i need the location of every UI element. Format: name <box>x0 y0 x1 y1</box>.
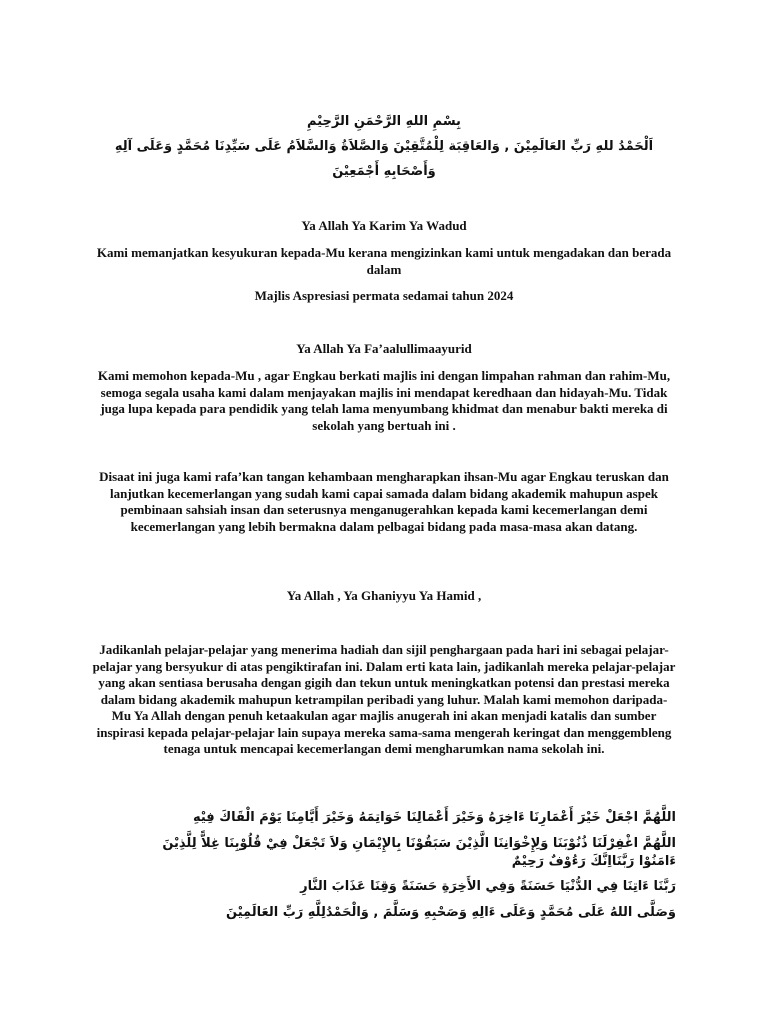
gratitude-paragraph: Kami memanjatkan kesyukuran kepada-Mu kerana mengizinkan kami untuk mengadakan dan berada dalam <box>96 245 672 277</box>
dua-forgiveness: اللَّهُمَّ اغْفِرْلَنَا ذُنُوْبَنَا وَلِإِخْوَانِنَا الَّذِيْنَ سَبَقُوْنَا بِالإِيْمَانِ وَلاَ تَجْعَلْ فِيْ قُلُوْبِنَا غِلاًّ لِلَّذِيْنَ <box>162 836 676 851</box>
basmalah: بِسْمِ اللهِ الرَّحْمَنِ الرَّحِيْمِ <box>307 114 461 129</box>
dua-best-life: اللَّهُمَّ اجْعَلْ خَيْرَ أَعْمَارِنَا ءَاخِرَهُ وَخَيْرَ أَعْمَالِنَا خَوَاتِمَهُ وَخَيْرَ أَيَّامِنَا يَوْمَ الْقَاكَ فِيْهِ <box>192 810 676 825</box>
invocation-ghaniyyu-hamid: Ya Allah , Ya Ghaniyyu Ya Hamid , <box>286 588 482 603</box>
blessing-paragraph: Kami memohon kepada-Mu , agar Engkau berkati majlis ini dengan limpahan rahman dan rahim-Mu, semoga segala usaha kami dalam menjayakan majlis ini mendapat keredhaan dan hidayah-Mu. Tidak juga lupa kepada para pendidik yang telah lama menyumbang khidmat dan menabur bakti mereka di sekolah yang bertuah ini . <box>97 368 671 433</box>
hamdalah: اَلْحَمْدُ للهِ رَبِّ العَالَمِيْنَ , وَالعَاقِبَة لِلْمُتَّقِيْنَ وَالصَّلاَةُ وَالسَّلاَمُ عَلَى سَيِّدِنَا مُحَمَّدٍ وَعَلَى آلِهِ <box>114 139 654 154</box>
hamdalah-continued: وَأَصْحَابِهِ أَجْمَعِيْنَ <box>332 164 436 179</box>
dua-rabbana-atina: رَبَّنَا ءَاتِنَا فِي الدُّنْيَا حَسَنَةً وَفِي الأَخِرَةِ حَسَنَةً وَقِنَا عَذَابَ النَّارِ <box>300 879 676 894</box>
closing-salawat: وَصَلَّى اللهُ عَلَى مُحَمَّدٍ وَعَلَى ءَالِهِ وَصَحْبِهِ وَسَلَّمَ , وَالْحَمْدُلِلَّهِ رَبِّ العَالَمِيْنَ <box>226 905 676 920</box>
event-name: Majlis Aspresiasi permata sedamai tahun 2024 <box>254 288 514 303</box>
hope-paragraph: Disaat ini juga kami rafa’kan tangan kehambaan mengharapkan ihsan-Mu agar Engkau teruskan dan lanjutkan kecemerlangan yang sudah kami capai samada dalam bidang akademik mahupun aspek pembinaan sahsiah insan dan seterusnya menganugerahkan kepada kami kecemerlangan demi kecemerlangan yang lebih bermakna dalam pelbagai bidang pada masa-masa akan datang. <box>99 469 669 534</box>
students-paragraph: Jadikanlah pelajar-pelajar yang menerima hadiah dan sijil penghargaan pada hari ini sebagai pelajar-pelajar yang bersyukur di atas pengiktirafan ini. Dalam erti kata lain, jadikanlah mereka pelajar-pelajar yang akan sentiasa berusaha dengan gigih dan tekun untuk meningkatkan potensi dan prestasi mereka dalam bidang akademik mahupun ketrampilan peribadi yang luhur. Malah kami memohon daripada-Mu Ya Allah dengan penuh ketaakulan agar majlis anugerah ini akan menjadi katalis dan sumber inspirasi kepada pelajar-pelajar lain supaya mereka sama-sama mengerah keringat dan menggembleng tenaga untuk mencapai kecemerlangan demi mengharumkan nama sekolah ini. <box>92 642 676 756</box>
invocation-karim-wadud: Ya Allah Ya Karim Ya Wadud <box>301 218 467 233</box>
dua-forgiveness-continued: ءَامَنُوْا رَبَّنَااِنَّكَ رَءُوْفٌ رَحِيْمٌ <box>511 854 676 869</box>
invocation-faaalullimaayurid: Ya Allah Ya Fa’aalullimaayurid <box>296 341 472 356</box>
